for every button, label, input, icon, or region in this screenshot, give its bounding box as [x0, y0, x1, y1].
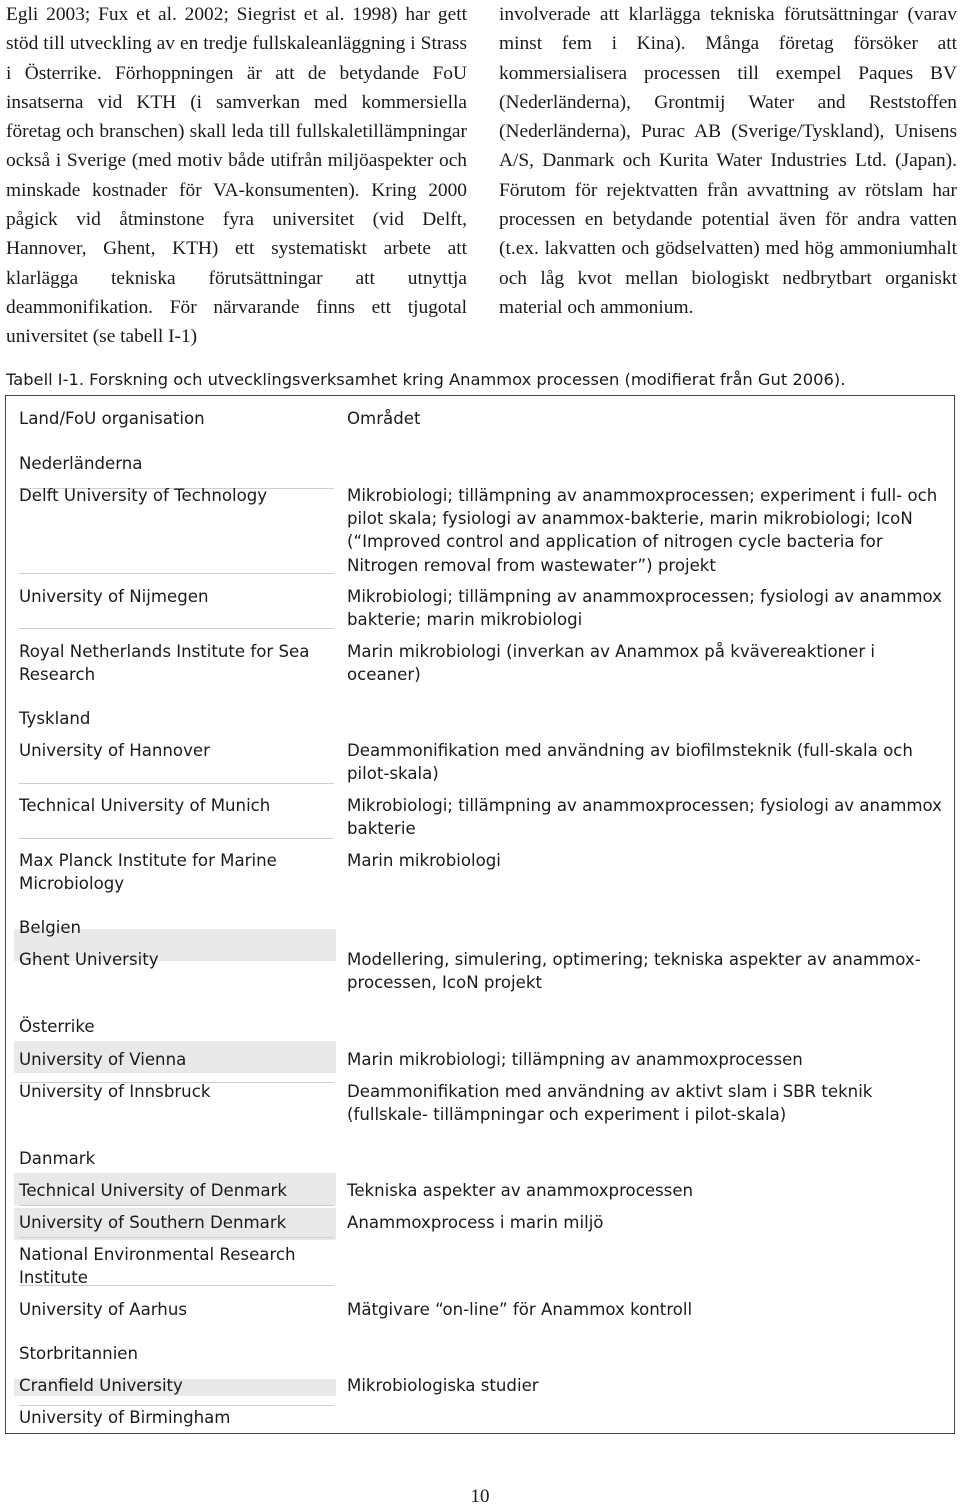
area-cell [347, 1374, 942, 1397]
org-cell: National Environmental Research Institute [19, 1245, 296, 1288]
research-table [5, 395, 955, 1434]
area-text: Marin mikrobiologi [347, 851, 501, 870]
org-cell: University of Southern Denmark [19, 1213, 287, 1232]
area-cell [347, 1298, 942, 1321]
area-cell [347, 640, 942, 686]
org-cell: Technical University of Munich [19, 796, 271, 815]
area-text: Mikrobiologi; tillämpning av anammoxprocessen; fysiologi av anammox bakterie; marin mikrobiologi [347, 587, 943, 630]
area-text: Deammonifikation med användning av biofilmsteknik (full-skala och pilot-skala) [347, 741, 913, 784]
section-country: Storbritannien [19, 1344, 139, 1363]
area-cell [347, 1080, 942, 1126]
area-cell [347, 1179, 942, 1202]
section-country: Nederländerna [19, 454, 143, 473]
area-text: Mikrobiologi; tillämpning av anammoxprocessen; fysiologi av anammox bakterie [347, 796, 943, 839]
area-text: Marin mikrobiologi (inverkan av Anammox på kvävereaktioner i oceaner) [347, 642, 876, 685]
area-cell [347, 1211, 942, 1234]
area-text: Anammoxprocess i marin miljö [347, 1213, 604, 1232]
row-separator [19, 838, 334, 839]
page-number: 10 [470, 1486, 490, 1507]
area-text: Mikrobiologiska studier [347, 1376, 539, 1395]
column-header-area: Området [347, 409, 421, 428]
area-cell [347, 739, 942, 785]
org-cell: University of Aarhus [19, 1300, 187, 1319]
area-text: Mätgivare “on-line” för Anammox kontroll [347, 1300, 693, 1319]
org-cell: Technical University of Denmark [19, 1181, 287, 1200]
org-cell: Max Planck Institute for Marine Microbiology [19, 851, 277, 894]
row-separator [19, 1237, 334, 1238]
body-paragraph-left: Egli 2003; Fux et al. 2002; Siegrist et al. 1998) har gett stöd till utveckling av en tredje fullskaleanläggning i Strass i Österrike. Förhoppningen är att de betydande FoU insatserna vid KTH (i samverkan med kommersiella företag och branschen) skall leda till fullskaletillämpningar också i Sverige (med motiv både utifrån miljöaspekter och minskade kostnader för VA-konsumenten). Kring 2000 pågick vid åtminstone fyra universitet (vid Delft, Hannover, Ghent, KTH) ett systematiskt arbete att klarlägga tekniska förutsättningar att utnyttja deammonifikation. För närvarande finns ett tjugotal universitet (se tabell I-1) [6, 4, 467, 348]
org-cell: Royal Netherlands Institute for Sea Research [19, 642, 310, 685]
section-country: Tyskland [19, 709, 91, 728]
area-text: Modellering, simulering, optimering; tekniska aspekter av anammox-processen, IcoN projekt [347, 950, 921, 993]
org-cell: University of Nijmegen [19, 587, 209, 606]
body-paragraph-right: involverade att klarlägga tekniska förutsättningar (varav minst fem i Kina). Många företag försöker att kommersialisera processen till exempel Paques BV (Nederländerna), Grontmij Water and Reststoffen (Nederländerna), Purac AB (Sverige/Tyskland), Unisens A/S, Danmark och Kurita Water Industries Ltd. (Japan). Förutom för rejektvatten från avvattning av rötslam har processen en betydande potential även för andra vatten (t.ex. lakvatten och gödselvatten) med hög ammoniumhalt och låg kvot mellan biologiskt nedbrytbart organiskt material och ammonium. [499, 4, 957, 318]
row-separator [19, 573, 334, 574]
org-cell: University of Hannover [19, 741, 210, 760]
org-cell: University of Vienna [19, 1050, 187, 1069]
column-header-organisation: Land/FoU organisation [19, 409, 205, 428]
section-country: Österrike [19, 1017, 95, 1036]
area-text: Deammonifikation med användning av aktivt slam i SBR teknik (fullskale- tillämpningar och experiment i pilot-skala) [347, 1082, 873, 1125]
area-cell [347, 484, 942, 577]
row-separator [19, 628, 334, 629]
org-cell: University of Birmingham [19, 1408, 231, 1427]
area-text: Marin mikrobiologi; tillämpning av anammoxprocessen [347, 1050, 803, 1069]
area-cell [347, 948, 942, 994]
area-cell [347, 585, 942, 631]
section-country: Danmark [19, 1149, 96, 1168]
section-country: Belgien [19, 918, 82, 937]
area-cell [347, 849, 942, 872]
area-cell [347, 1048, 942, 1071]
table-caption: Tabell I-1. Forskning och utvecklingsverksamhet kring Anammox processen (modifierat från Gut 2006). [6, 370, 846, 389]
row-separator [19, 1205, 334, 1206]
org-cell: Cranfield University [19, 1376, 183, 1395]
body-text-right-column [499, 0, 957, 322]
area-text: Tekniska aspekter av anammoxprocessen [347, 1181, 694, 1200]
body-text-left-column [6, 0, 467, 352]
org-cell: Delft University of Technology [19, 486, 268, 505]
row-separator [19, 783, 334, 784]
area-cell [347, 794, 942, 840]
area-text: Mikrobiologi; tillämpning av anammoxprocessen; experiment i full- och pilot skala; fysiologi av anammox-bakterie, marin mikrobiologi; IcoN (“Improved control and application of nitrogen cycle bacteria for Nitrogen removal from wastewater”) projekt [347, 486, 938, 575]
org-cell: University of Innsbruck [19, 1082, 211, 1101]
org-cell: Ghent University [19, 950, 159, 969]
